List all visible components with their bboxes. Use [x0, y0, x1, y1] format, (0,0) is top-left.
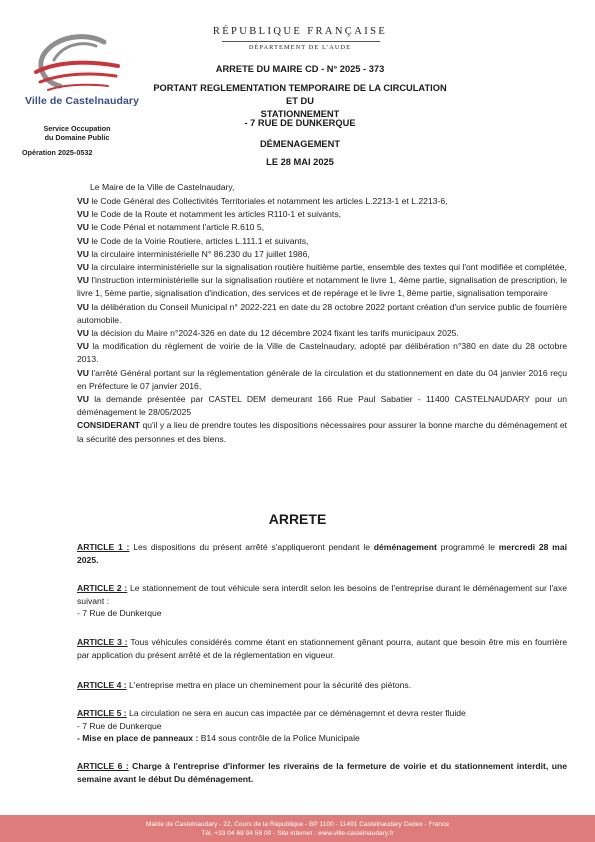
article-list-item-label: - Mise en place de panneaux : [77, 733, 199, 744]
vu-item [77, 327, 567, 340]
vu-item [77, 221, 567, 234]
article-text: La circulation ne sera en aucun cas impactée par ce déménagemnt et devra rester fluide [126, 708, 466, 718]
vu-text: la modification du règlement de voirie de la Ville de Castelnaudary, adopté par délibération n°380 en date du 28 octobre 2013. [77, 341, 567, 365]
vu-item [77, 261, 567, 274]
service-name [22, 124, 132, 142]
vu-lead: VU [77, 341, 89, 352]
vu-lead: VU [77, 275, 89, 286]
vu-item [77, 393, 567, 419]
article-heading: ARTICLE 1 : [77, 542, 130, 552]
article-text: L'entreprise mettra en place un cheminement pour la sécurité des piétons. [126, 680, 412, 690]
service-line-2: du Domaine Public [44, 133, 110, 142]
article-heading: ARTICLE 3 : [77, 637, 128, 647]
vu-lead: VU [77, 301, 89, 312]
vu-item [77, 235, 567, 248]
vu-item [77, 208, 567, 221]
vu-item [77, 195, 567, 208]
footer-address: Mairie de Castelnaudary - 22, Cours de la République - BP 1100 - 11491 Castelnaudary Cedex - France [145, 821, 450, 828]
vu-lead: VU [77, 222, 89, 233]
vu-text: la circulaire interministérielle sur la signalisation routière huitième partie, ensemble des textes qui l'ont modifiée et complétée, [88, 262, 567, 273]
arrete-purpose-line-1: PORTANT REGLEMENTATION TEMPORAIRE DE LA CIRCULATION ET DU [153, 83, 447, 106]
article-text: programmé le [436, 542, 499, 552]
vu-item [77, 274, 567, 300]
operation-number: Opération 2025-0532 [22, 148, 93, 157]
vu-lead: VU [77, 235, 89, 246]
vu-text: le Code Pénal et notamment l'article R.610 5, [88, 222, 264, 233]
article-heading: ARTICLE 5 : [77, 708, 127, 718]
vu-text: le Code de la Route et notamment les articles R110-1 et suivants, [88, 209, 342, 220]
castelnaudary-logo-icon [26, 32, 126, 94]
article-4 [77, 679, 567, 692]
vu-item [77, 367, 567, 393]
vu-text: l'instruction interministérielle sur la signalisation routière et notamment le livre 1, 4ème partie, signalisation de prescription, le livre 1, 5ème partie, signalisation d'indication, des services et de repérage et le livre 1, 8ème partie, signalisation temporaire [77, 275, 567, 299]
vu-lead: VU [77, 209, 89, 220]
republic-rule [222, 41, 380, 42]
considerant-item [77, 419, 567, 445]
article-text-bold: Charge à l'entreprise d'informer les riverains de la fermeture de voirie et du stationnement interdit, une semaine avant le début Du déménagement. [77, 761, 567, 784]
considerant-text: qu'il y a lieu de prendre toutes les dispositions nécessaires pour assurer la bonne marche du déménagement et la sécurité des personnes et des biens. [77, 420, 567, 444]
vu-item [77, 340, 567, 366]
street-name: - 7 RUE DE DUNKERQUE [244, 118, 356, 128]
vu-text: la décision du Maire n°2024-326 en date du 12 décembre 2024 fixant les tarifs municipaux 2025. [88, 328, 459, 339]
article-1 [77, 541, 567, 566]
service-line-1: Service Occupation [43, 124, 111, 133]
article-text: Les dispositions du présent arrêté s'appliqueront pendant le [129, 542, 374, 552]
article-heading: ARTICLE 4 : [77, 680, 127, 690]
vu-lead: VU [77, 248, 89, 259]
town-name: Ville de Castelnaudary [25, 95, 140, 107]
article-3 [77, 636, 567, 661]
article-list-item: - 7 Rue de Dunkerque [77, 720, 162, 731]
vu-text: le Code Général des Collectivités Territoriales et notamment les articles L.2213-1 et L.2213-6, [88, 196, 448, 206]
article-2 [77, 582, 567, 620]
arrete-subject: DÉMENAGEMENT [259, 139, 341, 149]
vu-list [77, 195, 567, 446]
vu-text: le Code de la Voirie Routiere, articles L.111.1 et suivants, [88, 235, 309, 246]
arrete-title: ARRETE [268, 511, 327, 527]
department-heading: DÉPARTEMENT DE L'AUDE [248, 44, 352, 51]
vu-text: l'arrêté Général portant sur la règlementation générale de la circulation et du stationnement en date du 04 janvier 2016 reçu en Préfecture le 07 janvier 2016, [77, 367, 567, 391]
article-heading: ARTICLE 6 : [77, 761, 129, 771]
vu-text: la demande présentée par CASTEL DEM demeurant 166 Rue Paul Sabatier - 11400 CASTELNAUDARY pour un déménagement le 28/05/2025 [77, 394, 567, 418]
republic-heading: RÉPUBLIQUE FRANÇAISE [212, 26, 388, 37]
arrete-number: ARRETE DU MAIRE CD - N° 2025 - 373 [215, 64, 385, 74]
article-list-item [77, 732, 567, 745]
article-date: mercredi 28 mai 2025. [77, 542, 567, 565]
arrete-purpose-line-2: STATIONNEMENT [260, 109, 340, 119]
vu-lead: VU [77, 196, 89, 206]
article-list-item-text: B14 sous contrôle de la Police Municipale [198, 733, 360, 744]
article-text: Le stationnement de tout véhicule sera interdit selon les besoins de l'entreprise durant le déménagement sur l'axe suivant : [77, 583, 568, 606]
article-text: Tous véhicules considérés comme étant en stationnement gênant pourra, autant que besoin être mis en fourrière par application du présent arrêté et de la réglementation en vigueur. [77, 637, 567, 660]
footer-contact: Tél. +33 04 68 94 58 00 - Site internet : www.ville-castelnaudary.fr [201, 830, 394, 837]
footer-band [0, 815, 595, 842]
vu-lead: VU [77, 367, 89, 378]
intro-line: Le Maire de la Ville de Castelnaudary, [90, 182, 235, 192]
vu-text: la circulaire interministérielle N° 86.230 du 17 juillet 1986, [88, 248, 310, 259]
vu-item [77, 301, 567, 327]
arrete-date: LE 28 MAI 2025 [266, 157, 334, 167]
article-5 [77, 707, 567, 745]
considerant-lead: CONSIDERANT [77, 420, 141, 431]
article-list-item: - 7 Rue de Dunkerque [77, 608, 162, 619]
vu-lead: VU [77, 394, 89, 405]
vu-text: la délibération du Conseil Municipal n° 2022-221 en date du 28 octobre 2022 portant création d'un service public de fourrière automobile. [77, 301, 567, 325]
article-6 [77, 760, 567, 785]
article-text-bold: déménagement [373, 542, 437, 552]
vu-lead: VU [77, 328, 89, 339]
vu-item [77, 248, 567, 261]
arrete-purpose [150, 82, 450, 121]
article-heading: ARTICLE 2 : [77, 583, 128, 593]
vu-lead: VU [77, 262, 89, 273]
